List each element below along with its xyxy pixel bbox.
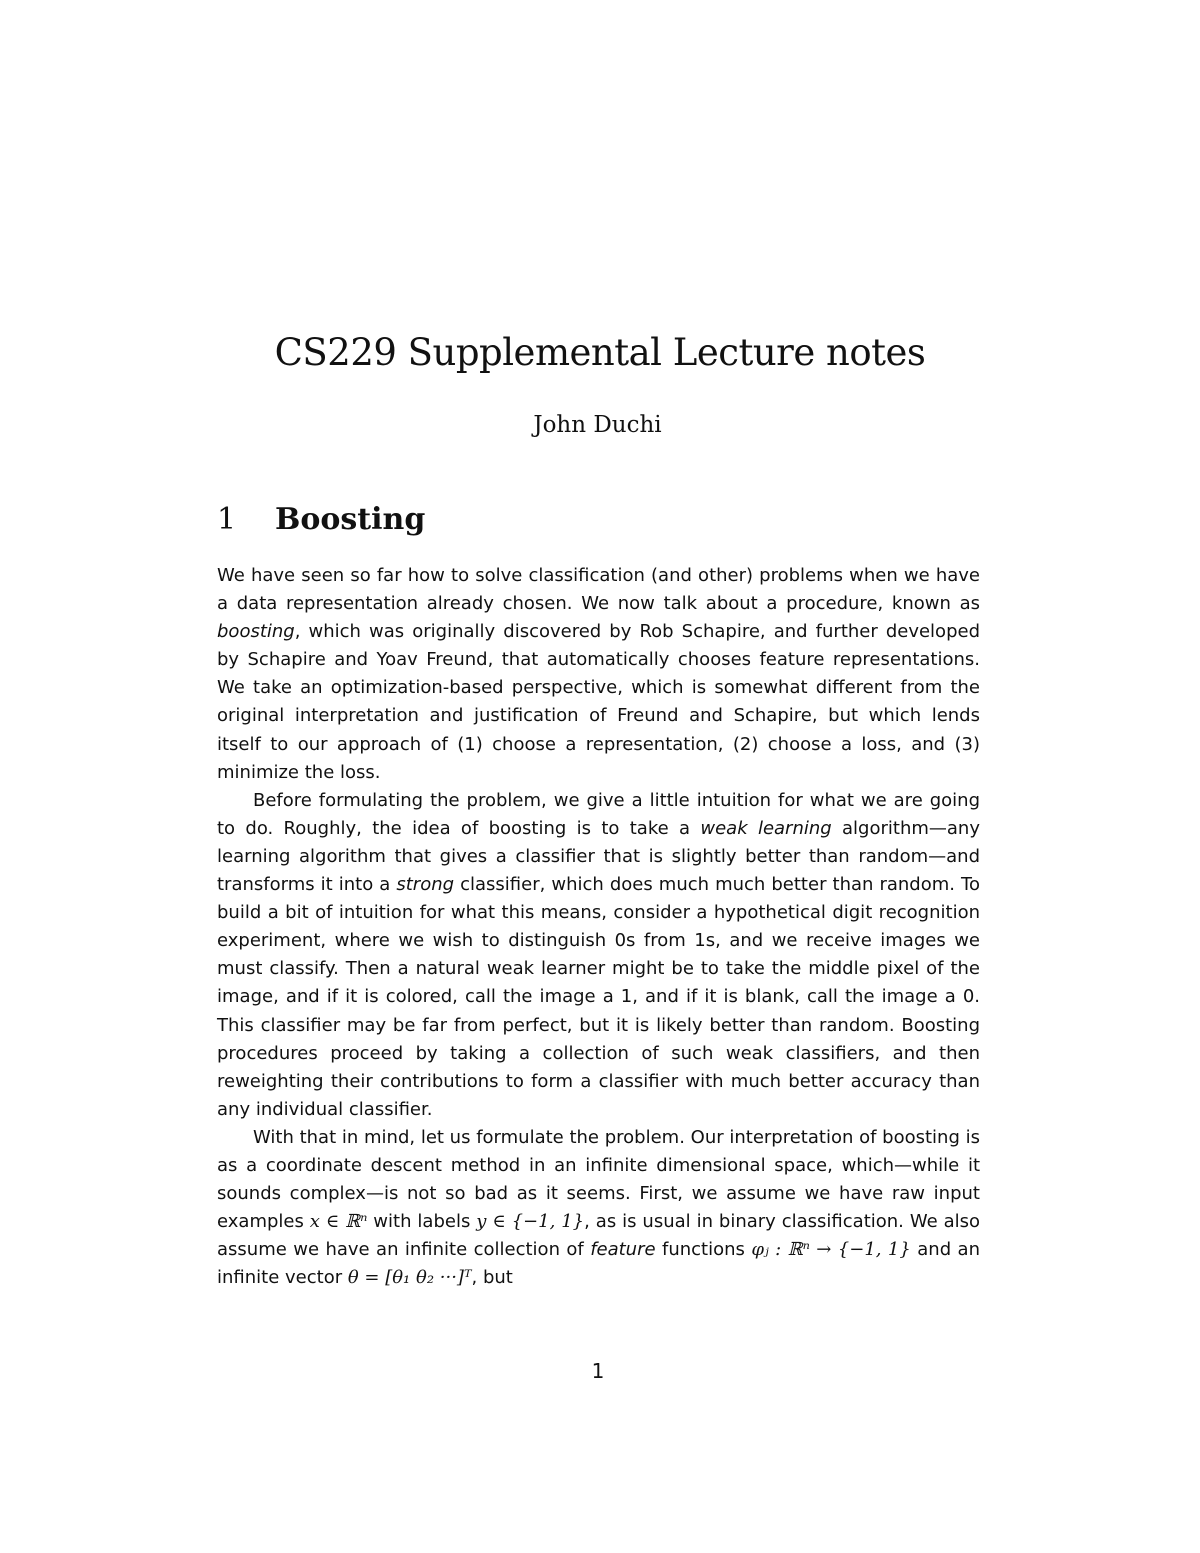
math-expression: φⱼ : ℝⁿ → {−1, 1} [751,1239,911,1261]
paragraph-text: and an infinite vector [217,1239,980,1289]
paragraph-text: with labels [367,1211,477,1233]
paragraph-1 [217,562,980,787]
math-expression: y ∈ {−1, 1} [476,1211,585,1233]
math-expression: x ∈ ℝⁿ [309,1211,368,1233]
paragraph-text: algorithm—any learning algorithm that gives a classifier that is slightly better than random—and transforms it into a [217,817,980,896]
paragraph-text: Before formulating the problem, we give a little intuition for what we are going to do. Roughly, the idea of boosting is to take a [217,789,980,839]
emphasis-text: boosting [217,621,295,643]
emphasis-text: weak learning [700,817,832,839]
emphasis-text: strong [396,874,455,896]
emphasis-text: feature [590,1239,656,1261]
paragraph-text: functions [655,1239,752,1261]
section-heading [217,500,425,540]
paragraph-text: With that in mind, let us formulate the problem. Our interpretation of boosting is as a coordinate descent method in an infinite dimensional space, which—while it sounds complex—is not so bad as it seems. First, we assume we have raw input examples [217,1126,980,1233]
author-name: John Duchi [533,412,662,438]
page-number: 1 [591,1359,605,1383]
section-number: 1 [217,502,237,537]
section-title: Boosting [275,502,426,537]
paragraph-3 [217,1124,980,1293]
document-title: CS229 Supplemental Lecture notes [274,331,926,374]
body-text [217,562,980,1292]
paragraph-text: , but [471,1267,513,1289]
paragraph-text: classifier, which does much much better than random. To build a bit of intuition for what this means, consider a hypothetical digit recognition experiment, where we wish to distinguish 0s from 1s, and we receive images we must classify. Then a natural weak learner might be to take the middle pixel of the image, and if it is colored, call the image a 1, and if it is blank, call the image a 0. This classifier may be far from perfect, but it is likely better than random. Boosting procedures proceed by taking a collection of such weak classifiers, and then reweighting their contributions to form a classifier with much better accuracy than any individual classifier. [217,874,980,1120]
paragraph-2 [217,787,980,1124]
paragraph-text: , which was originally discovered by Rob Schapire, and further developed by Schapire and Yoav Freund, that automatically chooses feature representations. We take an optimization-based perspective, which is somewhat different from the original interpretation and justification of Freund and Schapire, but which lends itself to our approach of (1) choose a representation, (2) choose a loss, and (3) minimize the loss. [217,621,980,783]
paragraph-text: , as is usual in binary classification. We also assume we have an infinite collection of [217,1211,980,1261]
math-expression: θ = [θ₁ θ₂ ···]ᵀ [347,1267,472,1289]
paragraph-text: We have seen so far how to solve classification (and other) problems when we have a data representation already chosen. We now talk about a procedure, known as [217,565,980,615]
